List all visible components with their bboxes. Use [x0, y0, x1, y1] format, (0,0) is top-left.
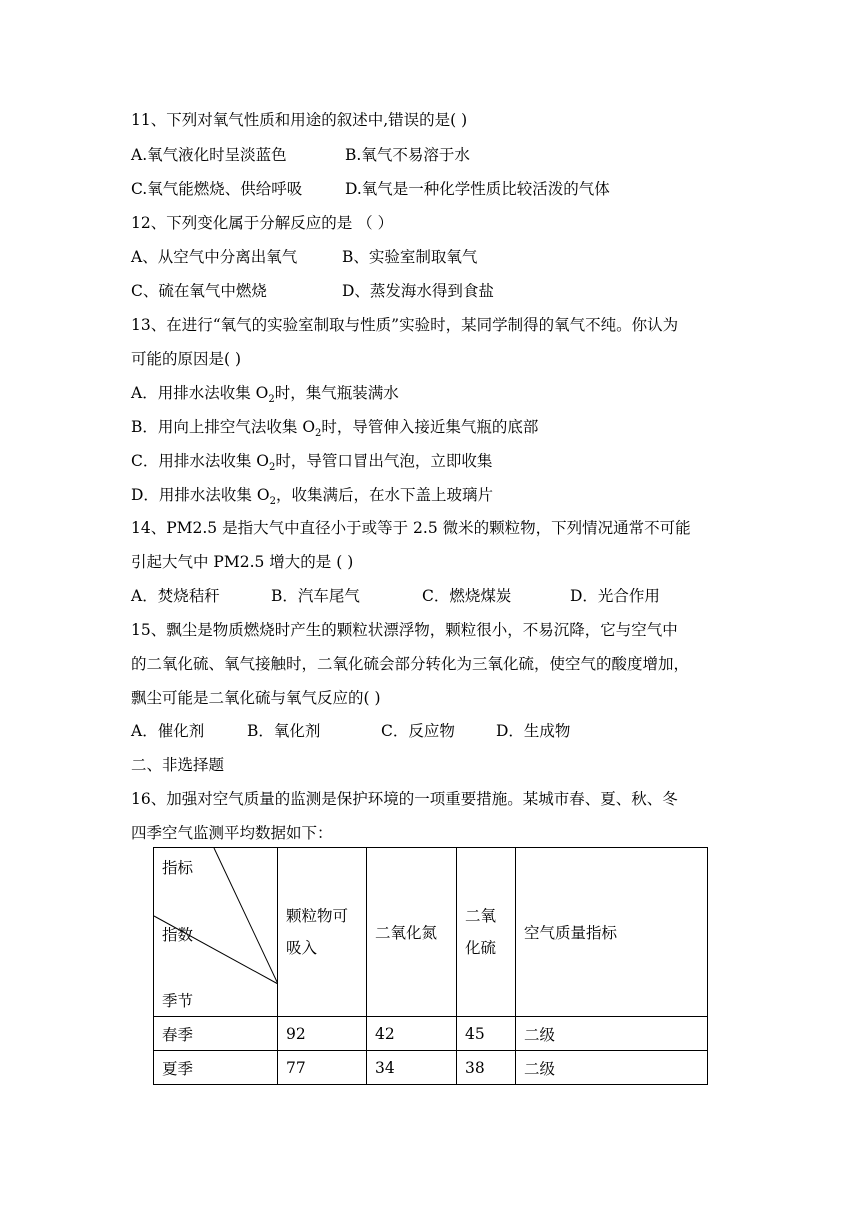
section-heading: 二、非选择题 [131, 756, 225, 774]
q13-option-d [131, 485, 493, 508]
header-pm-inhalable [278, 848, 367, 1017]
cell-so2: 45 [457, 1017, 516, 1051]
q14-option-d: D．光合作用 [570, 587, 660, 605]
table-row [154, 1017, 708, 1051]
q13-option-b [131, 417, 539, 440]
q13-option-a-pre: A．用排水法收集 O [131, 384, 269, 402]
q13-option-d-pre: D．用排水法收集 O [131, 486, 270, 504]
q13-option-c-sub: 2 [269, 462, 276, 474]
q12-option-a: A、从空气中分离出氧气 [131, 248, 298, 266]
header-pm-line-1: 颗粒物可 [286, 907, 349, 925]
q14-options-row [131, 586, 660, 606]
q14-option-c: C．燃烧煤炭 [422, 587, 512, 605]
diag-label-season: 季节 [162, 992, 194, 1010]
q13-option-c [131, 451, 493, 474]
q11-option-a: A.氧气液化时呈淡蓝色 [131, 146, 287, 164]
cell-so2: 38 [457, 1051, 516, 1085]
q15-stem-line-3: 飘尘可能是二氧化硫与氧气反应的( ) [131, 689, 381, 707]
header-so2-line-2: 化硫 [465, 939, 497, 957]
q13-stem-line-1: 13、在进行“氧气的实验室制取与性质”实验时，某同学制得的氧气不纯。你认为 [131, 316, 679, 334]
q14-option-b: B．汽车尾气 [271, 587, 360, 605]
header-no2-text: 二氧化氮 [375, 924, 438, 942]
q13-option-a [131, 383, 399, 406]
diagonal-header-cell [154, 848, 278, 1017]
header-so2-line-1: 二氧 [465, 907, 497, 925]
q12-options-row-2 [131, 281, 494, 301]
q11-option-b: B.氧气不易溶于水 [345, 146, 470, 164]
cell-no2: 42 [367, 1017, 457, 1051]
q15-option-a: A．催化剂 [131, 722, 205, 740]
header-air-quality [516, 848, 708, 1017]
q16-stem-line-2: 四季空气监测平均数据如下： [131, 824, 333, 842]
cell-grade: 二级 [516, 1017, 708, 1051]
q13-option-c-post: 时，导管口冒出气泡，立即收集 [275, 452, 493, 470]
cell-season: 夏季 [154, 1051, 278, 1085]
header-no2 [367, 848, 457, 1017]
cell-grade: 二级 [516, 1051, 708, 1085]
diag-label-indicator: 指标 [162, 859, 194, 877]
q13-option-a-sub: 2 [268, 394, 275, 406]
q11-stem: 11、下列对氧气性质和用途的叙述中,错误的是( ) [131, 111, 468, 129]
header-pm-line-2: 吸入 [286, 939, 318, 957]
q12-option-b: B、实验室制取氧气 [342, 248, 478, 266]
q16-stem-line-1: 16、加强对空气质量的监测是保护环境的一项重要措施。某城市春、夏、秋、冬 [131, 790, 678, 808]
q15-stem-line-1: 15、飘尘是物质燃烧时产生的颗粒状漂浮物，颗粒很小，不易沉降，它与空气中 [131, 621, 678, 639]
header-air-quality-text: 空气质量指标 [524, 924, 618, 942]
q13-option-b-pre: B．用向上排空气法收集 O [131, 418, 316, 436]
q14-stem-line-2: 引起大气中 PM2.5 增大的是 ( ) [131, 553, 354, 571]
cell-pm: 77 [278, 1051, 367, 1085]
q13-option-b-post: 时，导管伸入接近集气瓶的底部 [321, 418, 539, 436]
cell-season: 春季 [154, 1017, 278, 1051]
q11-option-c: C.氧气能燃烧、供给呼吸 [131, 180, 303, 198]
diag-label-index: 指数 [162, 926, 194, 944]
q15-option-c: C．反应物 [381, 722, 455, 740]
air-quality-table [153, 847, 708, 1085]
q12-stem: 12、下列变化属于分解反应的是 （ ） [131, 214, 394, 232]
q13-stem-line-2: 可能的原因是( ) [131, 350, 242, 368]
q15-option-b: B．氧化剂 [247, 722, 321, 740]
q12-option-d: D、蒸发海水得到食盐 [342, 282, 494, 300]
q13-option-d-sub: 2 [269, 496, 276, 508]
q13-option-c-pre: C．用排水法收集 O [131, 452, 269, 470]
q13-option-a-post: 时，集气瓶装满水 [274, 384, 399, 402]
cell-no2: 34 [367, 1051, 457, 1085]
q15-options-row [131, 721, 570, 741]
q15-stem-line-2: 的二氧化硫、氧气接触时，二氧化硫会部分转化为三氧化硫，使空气的酸度增加， [131, 655, 690, 673]
q12-option-c: C、硫在氧气中燃烧 [131, 282, 267, 300]
q14-option-a: A．焚烧秸秆 [131, 587, 220, 605]
q11-option-d: D.氧气是一种化学性质比较活泼的气体 [345, 180, 610, 198]
table-header-row [154, 848, 708, 1017]
q14-stem-line-1: 14、PM2.5 是指大气中直径小于或等于 2.5 微米的颗粒物，下列情况通常不可能 [131, 519, 691, 537]
q13-option-d-post: ，收集满后，在水下盖上玻璃片 [275, 486, 493, 504]
q11-options-row-2 [131, 179, 610, 199]
cell-pm: 92 [278, 1017, 367, 1051]
table-row [154, 1051, 708, 1085]
q15-option-d: D．生成物 [496, 722, 571, 740]
q12-options-row-1 [131, 247, 477, 267]
q11-options-row-1 [131, 145, 470, 165]
header-so2 [457, 848, 516, 1017]
q13-option-b-sub: 2 [315, 428, 322, 440]
